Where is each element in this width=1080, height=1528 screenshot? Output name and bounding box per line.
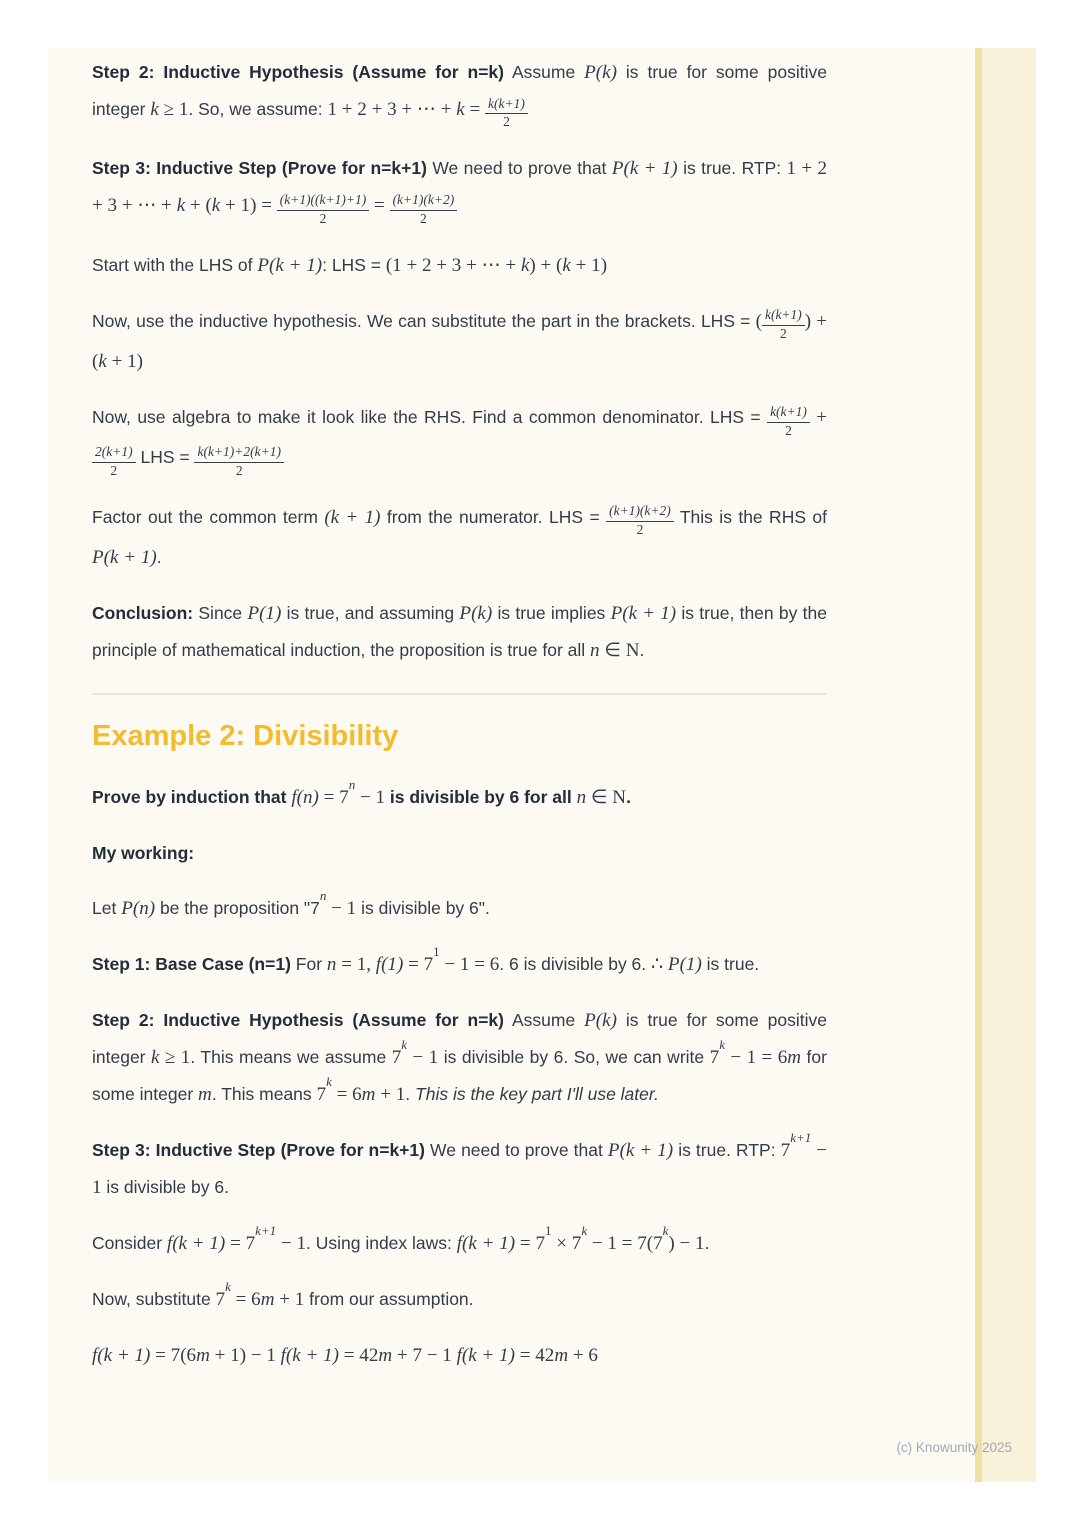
math-upright-segment: + 1) − 1 bbox=[209, 1345, 281, 1367]
bold-text-segment: . bbox=[626, 787, 631, 808]
math-segment: P(1) bbox=[247, 603, 282, 625]
math-segment: m bbox=[378, 1345, 393, 1367]
text-segment: . bbox=[704, 1233, 710, 1254]
math-superscript: k bbox=[225, 1279, 231, 1295]
math-upright-segment: = 6 bbox=[331, 1084, 362, 1106]
math-segment: P(k + 1) bbox=[611, 158, 678, 180]
text-segment: Factor out the common term bbox=[92, 506, 325, 527]
math-superscript: k bbox=[662, 1223, 669, 1239]
math-superscript: k+1 bbox=[790, 1130, 812, 1146]
math-segment: f(1) bbox=[375, 954, 404, 976]
math-upright-segment: ) − 1 bbox=[668, 1233, 705, 1255]
math-upright-segment: − 1 = 6 bbox=[724, 1047, 788, 1069]
math-segment: (k + 1) bbox=[324, 506, 381, 528]
text-segment: is true implies bbox=[492, 603, 611, 624]
fraction-denominator: 2 bbox=[110, 462, 118, 478]
fraction-denominator: 2 bbox=[780, 326, 787, 342]
math-superscript: 1 bbox=[544, 1223, 552, 1239]
math-segment: P(1) bbox=[667, 954, 702, 976]
math-upright-segment: + ( bbox=[185, 195, 212, 217]
math-upright-segment: ∈ N bbox=[599, 640, 640, 662]
text-segment: is true, then by the principle of mathematical induction, the proposition is true for all bbox=[92, 603, 828, 661]
bold-text-segment: My working: bbox=[92, 843, 195, 864]
math-upright-segment: ≥ 1 bbox=[159, 1047, 191, 1069]
math-upright-segment: + 1 bbox=[274, 1289, 305, 1311]
math-segment: n bbox=[326, 954, 337, 976]
math-segment: P(k) bbox=[584, 1010, 617, 1032]
math-superscript: n bbox=[319, 888, 327, 904]
math-segment: m bbox=[787, 1047, 802, 1069]
fraction bbox=[277, 192, 370, 228]
fraction bbox=[762, 307, 805, 343]
step3-inductive-step-paragraph bbox=[92, 150, 827, 227]
index-laws-paragraph bbox=[92, 1225, 827, 1262]
text-segment: Start with the LHS of bbox=[92, 254, 258, 275]
text-segment: Now, use the inductive hypothesis. We can substitute the part in the brackets. LHS = bbox=[92, 310, 756, 331]
math-upright-segment: 7 bbox=[391, 1047, 402, 1069]
text-segment: . This means bbox=[211, 1084, 317, 1105]
text-segment: . This means we assume bbox=[190, 1047, 392, 1068]
math-segment: f(k + 1) bbox=[92, 1345, 151, 1367]
example-2-heading: Example 2: Divisibility bbox=[92, 720, 399, 753]
math-upright-segment: ) + ( bbox=[92, 310, 827, 373]
copyright-watermark: (c) Knowunity 2025 bbox=[896, 1440, 1012, 1455]
fraction bbox=[194, 444, 284, 480]
math-upright-segment: ( bbox=[755, 310, 762, 332]
math-upright-segment: + 1) bbox=[570, 254, 608, 276]
step2-hypothesis-paragraph bbox=[92, 54, 827, 131]
text-segment: This is the RHS of bbox=[673, 506, 827, 527]
text-segment: be the proposition "7 bbox=[155, 898, 320, 919]
math-superscript: k bbox=[719, 1037, 725, 1053]
document-page bbox=[48, 48, 1036, 1482]
lhs-start-paragraph bbox=[92, 247, 827, 284]
math-upright-segment: 7 bbox=[709, 1047, 720, 1069]
math-upright-segment: − 1 bbox=[276, 1233, 306, 1255]
text-segment: . bbox=[405, 1084, 416, 1105]
math-upright-segment: + 1) bbox=[106, 351, 143, 373]
math-upright-segment: = 1, bbox=[336, 954, 376, 976]
bold-text-segment: Step 2: Inductive Hypothesis (Assume for n=k) bbox=[92, 1010, 504, 1031]
text-segment: . bbox=[639, 640, 645, 661]
text-segment: Assume bbox=[504, 62, 585, 82]
math-upright-segment: + 1) = bbox=[220, 195, 277, 217]
bold-text-segment: Step 3: Inductive Step (Prove for n=k+1) bbox=[92, 1140, 425, 1161]
page-edge-accent bbox=[975, 48, 1036, 1482]
fraction bbox=[485, 96, 528, 132]
fraction-numerator: k(k+1) bbox=[485, 96, 528, 115]
fraction bbox=[92, 444, 136, 480]
math-upright-segment: − 1 bbox=[92, 1140, 827, 1199]
math-upright-segment: = 7 bbox=[225, 1233, 256, 1255]
math-segment: k bbox=[562, 254, 571, 276]
step3-inductive-step-paragraph-ex2 bbox=[92, 1132, 827, 1206]
document-content bbox=[92, 54, 827, 1393]
example2-problem-statement bbox=[92, 779, 827, 816]
math-segment: f(k + 1) bbox=[166, 1233, 226, 1255]
math-segment: f(k + 1) bbox=[280, 1345, 340, 1367]
text-segment: from the numerator. LHS = bbox=[380, 506, 607, 527]
math-upright-segment: = 42 bbox=[514, 1345, 555, 1367]
my-working-label bbox=[92, 835, 827, 871]
text-segment: . bbox=[156, 547, 162, 568]
text-segment: from our assumption. bbox=[304, 1289, 474, 1310]
bold-text-segment: Step 3: Inductive Step (Prove for n=k+1) bbox=[92, 158, 427, 179]
math-segment: P(k) bbox=[584, 62, 617, 83]
math-upright-segment: = 7 bbox=[403, 954, 434, 976]
fraction-denominator: 2 bbox=[636, 522, 644, 538]
text-segment: is divisible by 6". bbox=[356, 898, 490, 919]
math-upright-segment: (1 + 2 + 3 + ⋯ + bbox=[385, 254, 521, 276]
math-segment: f(k + 1) bbox=[456, 1345, 515, 1367]
math-segment: n bbox=[576, 787, 587, 809]
math-segment: k bbox=[151, 1047, 160, 1069]
text-segment: Assume bbox=[504, 1010, 585, 1031]
math-segment: P(k + 1) bbox=[92, 547, 157, 569]
math-upright-segment: + bbox=[809, 407, 827, 429]
math-segment: k bbox=[456, 99, 465, 120]
math-upright-segment: = 6 bbox=[230, 1289, 261, 1311]
math-segment: m bbox=[198, 1084, 212, 1106]
text-segment: is true. bbox=[701, 954, 760, 975]
text-segment: For bbox=[290, 954, 327, 975]
text-segment: Let bbox=[92, 898, 122, 919]
text-segment: is true, and assuming bbox=[281, 603, 460, 624]
section-divider bbox=[92, 693, 827, 695]
text-segment: Since bbox=[193, 603, 248, 624]
final-computation-paragraph bbox=[92, 1337, 827, 1374]
math-segment: m bbox=[361, 1084, 376, 1106]
common-denominator-paragraph bbox=[92, 399, 827, 480]
math-superscript: n bbox=[348, 777, 356, 793]
math-segment: m bbox=[196, 1345, 210, 1367]
fraction-numerator: k(k+1) bbox=[762, 307, 805, 326]
bold-text-segment: Conclusion: bbox=[92, 603, 194, 624]
math-segment: k bbox=[520, 254, 530, 276]
fraction-denominator: 2 bbox=[235, 462, 243, 478]
math-segment: k bbox=[176, 195, 186, 217]
math-upright-segment: ) + ( bbox=[529, 254, 563, 276]
math-upright-segment: − 1 bbox=[326, 898, 357, 920]
math-segment: m bbox=[260, 1289, 275, 1311]
substitute-hypothesis-paragraph bbox=[92, 303, 827, 380]
fraction-numerator: (k+1)(k+2) bbox=[606, 503, 674, 522]
math-upright-segment: = 7(6 bbox=[150, 1345, 197, 1367]
bold-text-segment: Step 1: Base Case (n=1) bbox=[92, 954, 291, 975]
math-upright-segment: − 1 bbox=[355, 787, 386, 809]
math-segment: f(n) bbox=[291, 787, 319, 809]
text-segment: We need to prove that bbox=[426, 158, 612, 179]
text-segment: is true for some positive integer bbox=[92, 62, 828, 119]
fraction-numerator: (k+1)(k+2) bbox=[390, 192, 458, 211]
math-upright-segment: 7 bbox=[316, 1084, 327, 1106]
text-segment: is true. RTP: bbox=[673, 1140, 781, 1161]
math-upright-segment: = bbox=[464, 99, 486, 120]
math-segment: k bbox=[150, 99, 159, 120]
fraction-numerator: 2(k+1) bbox=[92, 444, 136, 463]
text-segment: Now, use algebra to make it look like the RHS. Find a common denominator. LHS = bbox=[92, 407, 768, 428]
text-segment: . 6 is divisible by 6. bbox=[499, 954, 652, 975]
fraction-numerator: (k+1)((k+1)+1) bbox=[277, 192, 370, 211]
math-segment: P(n) bbox=[121, 898, 156, 920]
factor-out-paragraph bbox=[92, 499, 827, 576]
step1-base-case-paragraph bbox=[92, 946, 827, 983]
text-segment: . Using index laws: bbox=[306, 1233, 457, 1254]
text-segment: is divisible by 6. bbox=[101, 1177, 229, 1198]
bold-text-segment: Prove by induction that bbox=[92, 787, 292, 808]
math-superscript: k bbox=[581, 1223, 588, 1239]
step2-hypothesis-paragraph-ex2 bbox=[92, 1002, 827, 1113]
math-upright-segment: + 1 bbox=[375, 1084, 406, 1106]
math-upright-segment: + 6 bbox=[568, 1345, 598, 1367]
math-upright-segment: = 42 bbox=[339, 1345, 379, 1367]
text-segment: is true for some positive integer bbox=[92, 1010, 828, 1068]
math-superscript: k+1 bbox=[255, 1223, 277, 1239]
math-upright-segment: 1 + 2 + 3 + ⋯ + bbox=[327, 99, 457, 120]
math-upright-segment: = bbox=[369, 195, 390, 217]
math-segment: P(k + 1) bbox=[257, 254, 323, 276]
math-superscript: 1 bbox=[433, 944, 440, 960]
text-segment: is divisible by 6. So, we can write bbox=[438, 1047, 710, 1068]
math-segment: k bbox=[211, 195, 221, 217]
math-upright-segment: ≥ 1 bbox=[158, 99, 189, 120]
math-upright-segment: − 1 = 6 bbox=[439, 954, 500, 976]
math-upright-segment: ∴ bbox=[651, 954, 668, 976]
text-segment: : LHS = bbox=[322, 254, 386, 275]
math-upright-segment: = 7 bbox=[318, 787, 349, 809]
text-segment: We need to prove that bbox=[424, 1140, 608, 1161]
math-upright-segment: + 7 − 1 bbox=[392, 1345, 457, 1367]
proposition-definition-paragraph bbox=[92, 890, 827, 927]
math-segment: f(k + 1) bbox=[456, 1233, 516, 1255]
math-segment: k bbox=[98, 351, 107, 373]
fraction-denominator: 2 bbox=[420, 210, 427, 226]
conclusion-paragraph bbox=[92, 595, 827, 669]
math-upright-segment: × 7 bbox=[551, 1233, 582, 1255]
fraction bbox=[767, 404, 810, 440]
math-segment: P(k) bbox=[459, 603, 493, 625]
math-upright-segment: 7 bbox=[215, 1289, 226, 1311]
substitute-paragraph bbox=[92, 1281, 827, 1318]
math-upright-segment: = 7 bbox=[515, 1233, 545, 1255]
text-segment: Consider bbox=[92, 1233, 167, 1254]
text-segment: for some integer bbox=[92, 1047, 827, 1105]
bold-text-segment: Step 2: Inductive Hypothesis (Assume for n=k) bbox=[92, 62, 504, 82]
math-segment: n bbox=[590, 640, 600, 662]
math-upright-segment: − 1 = 7(7 bbox=[587, 1233, 663, 1255]
fraction-denominator: 2 bbox=[319, 210, 327, 226]
bold-text-segment: is divisible by 6 for all bbox=[385, 787, 577, 808]
italic-text-segment: This is the key part I'll use later. bbox=[415, 1084, 659, 1105]
text-segment: . So, we assume: bbox=[188, 99, 328, 119]
math-upright-segment: 1 + 2 + 3 + ⋯ + bbox=[92, 158, 827, 217]
fraction-denominator: 2 bbox=[785, 422, 792, 438]
math-upright-segment: 7 bbox=[780, 1140, 791, 1162]
math-upright-segment: ∈ N bbox=[586, 787, 627, 809]
fraction-numerator: k(k+1)+2(k+1) bbox=[194, 444, 284, 463]
fraction bbox=[390, 192, 458, 228]
math-superscript: k bbox=[326, 1074, 332, 1090]
math-segment: P(k + 1) bbox=[607, 1140, 674, 1162]
text-segment: Now, substitute bbox=[92, 1289, 216, 1310]
math-segment: P(k + 1) bbox=[610, 603, 677, 625]
text-segment: LHS = bbox=[135, 447, 195, 468]
text-segment: is true. RTP: bbox=[677, 158, 787, 179]
fraction-numerator: k(k+1) bbox=[767, 404, 810, 423]
fraction bbox=[606, 503, 674, 539]
math-superscript: k bbox=[401, 1037, 408, 1053]
math-upright-segment: − 1 bbox=[407, 1047, 439, 1069]
fraction-denominator: 2 bbox=[503, 114, 510, 130]
math-segment: m bbox=[554, 1345, 569, 1367]
